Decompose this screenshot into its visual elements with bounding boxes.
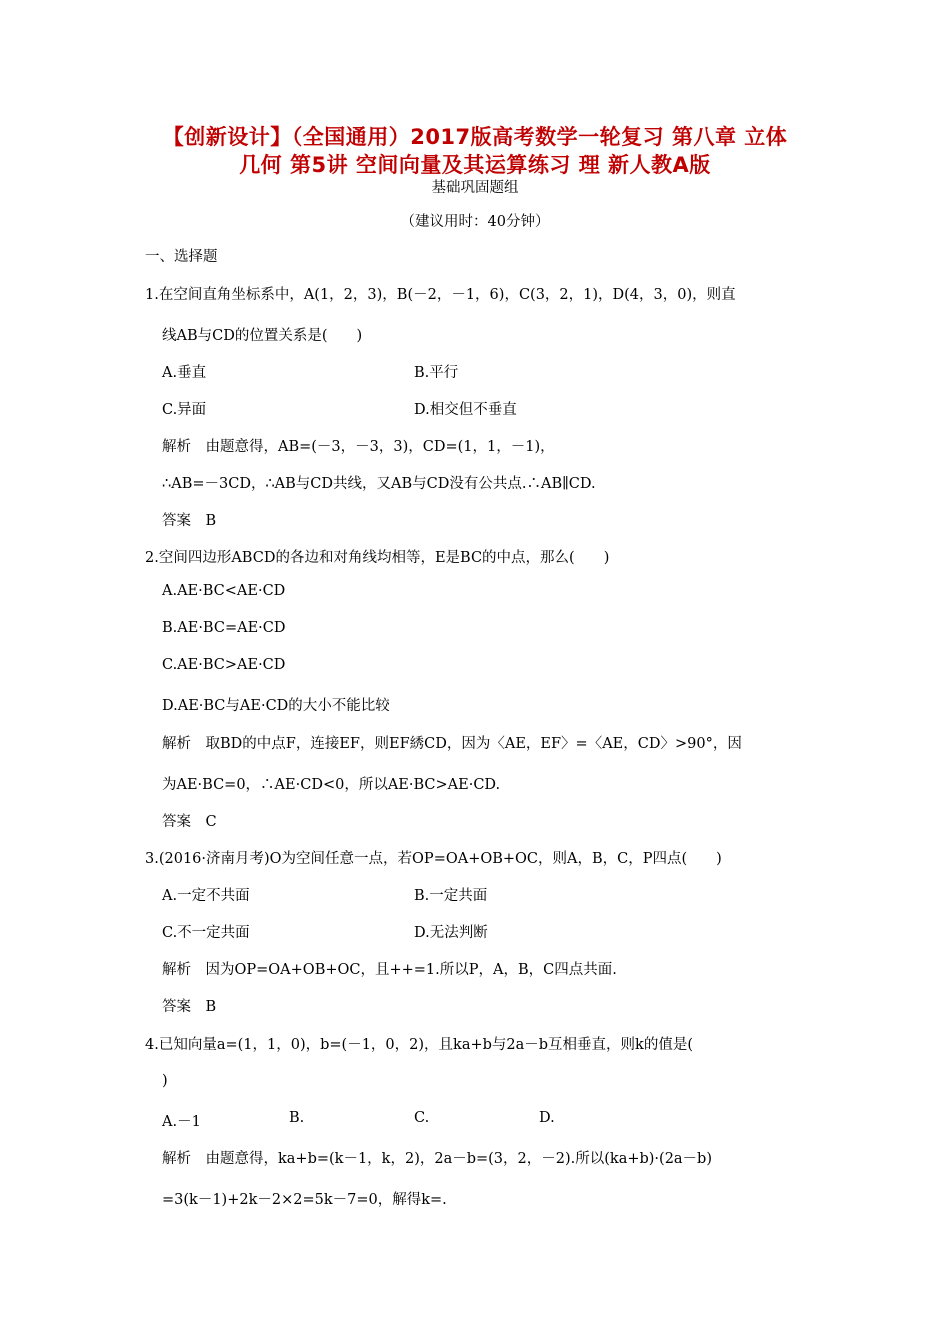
q1-analysis-line1: 解析 由题意得，AB=(－3，－3，3)，CD=(1，1，－1)， <box>162 439 555 455</box>
q3-option-d: D.无法判断 <box>414 925 488 941</box>
q4-option-d: D. <box>539 1110 555 1126</box>
q1-option-a: A.垂直 <box>162 365 207 381</box>
section-heading: 一、选择题 <box>145 249 218 265</box>
q3-answer: 答案 B <box>162 999 217 1015</box>
q2-option-b: B.AE·BC=AE·CD <box>162 620 286 636</box>
q4-stem-line1: 4.已知向量a=(1，1，0)，b=(－1，0，2)，且ka+b与2a－b互相垂直，则k的值是( <box>145 1037 693 1053</box>
q4-option-c: C. <box>414 1110 430 1126</box>
q4-option-a: A.－1 <box>162 1114 201 1130</box>
q3-option-b: B.一定共面 <box>414 888 488 904</box>
q2-analysis-line1: 解析 取BD的中点F，连接EF，则EF綉CD，因为〈AE，EF〉=〈AE，CD〉>90°，因 <box>162 736 742 752</box>
q4-analysis-line2: =3(k－1)+2k－2×2=5k－7=0，解得k=. <box>162 1192 447 1208</box>
q2-option-d: D.AE·BC与AE·CD的大小不能比较 <box>162 698 390 714</box>
q1-analysis-line2: ∴AB=－3CD，∴AB与CD共线，又AB与CD没有公共点.∴AB∥CD. <box>162 476 596 492</box>
q2-analysis-line2: 为AE·BC=0，∴AE·CD<0，所以AE·BC>AE·CD. <box>162 777 501 793</box>
q2-option-a: A.AE·BC<AE·CD <box>162 583 286 599</box>
q1-option-c: C.异面 <box>162 402 207 418</box>
q2-answer: 答案 C <box>162 814 217 830</box>
q4-option-b: B. <box>289 1110 305 1126</box>
doc-title-line2: 几何 第5讲 空间向量及其运算练习 理 新人教A版 <box>239 153 711 177</box>
time-note: （建议用时：40分钟） <box>400 214 550 230</box>
q1-answer: 答案 B <box>162 513 217 529</box>
q4-analysis-line1: 解析 由题意得，ka+b=(k－1，k，2)，2a－b=(3，2，－2).所以(ka+b)·(2a－b) <box>162 1151 712 1167</box>
doc-title-line1: 【创新设计】（全国通用）2017版高考数学一轮复习 第八章 立体 <box>162 125 788 149</box>
q3-option-a: A.一定不共面 <box>162 888 250 904</box>
q1-option-b: B.平行 <box>414 365 459 381</box>
doc-subtitle: 基础巩固题组 <box>431 180 519 196</box>
q3-stem: 3.(2016·济南月考)O为空间任意一点，若OP=OA+OB+OC，则A，B，C，P四点( ) <box>145 851 722 867</box>
q2-stem: 2.空间四边形ABCD的各边和对角线均相等，E是BC的中点，那么( ) <box>145 550 610 566</box>
q2-option-c: C.AE·BC>AE·CD <box>162 657 286 673</box>
q3-option-c: C.不一定共面 <box>162 925 250 941</box>
q1-stem-line2: 线AB与CD的位置关系是( ) <box>162 328 363 344</box>
q1-stem-line1: 1.在空间直角坐标系中，A(1，2，3)，B(－2，－1，6)，C(3，2，1)，D(4，3，0)，则直 <box>145 287 736 303</box>
q4-stem-line2: ) <box>162 1073 168 1089</box>
q1-option-d: D.相交但不垂直 <box>414 402 517 418</box>
q3-analysis: 解析 因为OP=OA+OB+OC，且++=1.所以P，A，B，C四点共面. <box>162 962 617 978</box>
